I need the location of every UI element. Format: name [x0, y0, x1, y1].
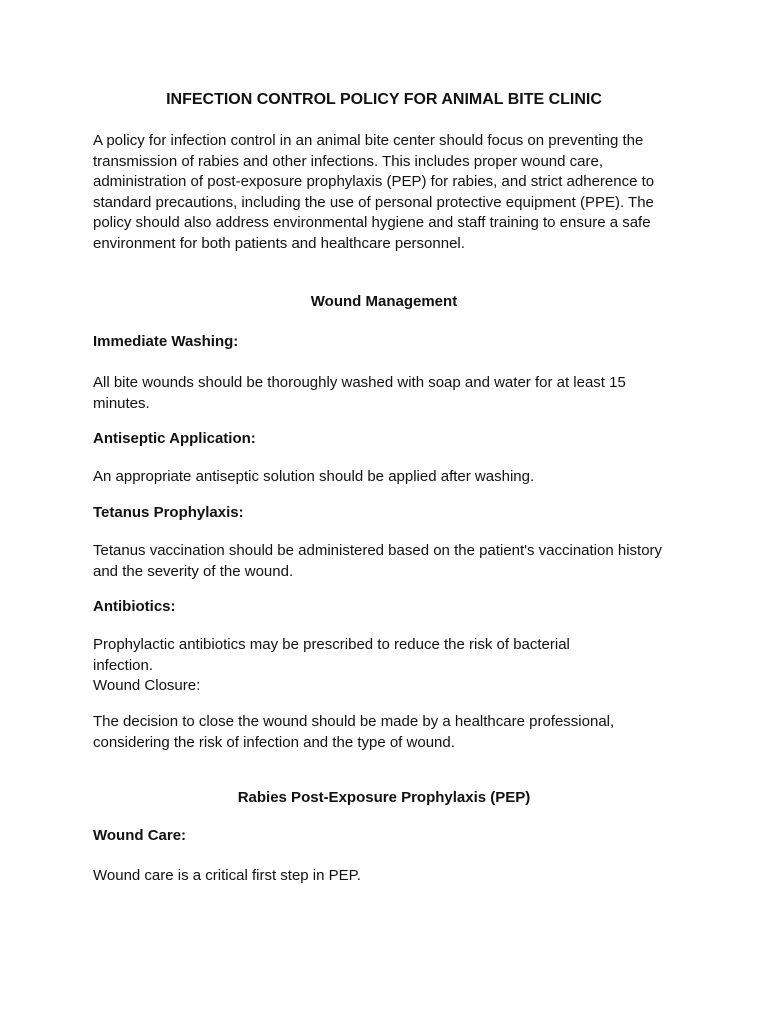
paragraph-antibiotics: Prophylactic antibiotics may be prescribed to reduce the risk of bacterial infection.	[93, 636, 570, 674]
subheading-tetanus-prophylaxis: Tetanus Prophylaxis:	[93, 504, 244, 521]
paragraph-wound-closure: The decision to close the wound should be made by a healthcare professional, considering the risk of infection and the type of wound.	[93, 713, 615, 751]
subheading-antiseptic-application: Antiseptic Application:	[93, 430, 256, 447]
subheading-antibiotics: Antibiotics:	[93, 598, 176, 615]
paragraph-antiseptic-application: An appropriate antiseptic solution should be applied after washing.	[93, 468, 535, 485]
subheading-wound-care: Wound Care:	[93, 827, 187, 844]
intro-paragraph: A policy for infection control in an animal bite center should focus on preventing the transmission of rabies and other infections. This includes proper wound care, administration of post-exposure prophylaxis (PEP) for rabies, and strict adherence to standard precautions, including the use of personal protective equipment (PPE). The policy should also address environmental hygiene and staff training to ensure a safe environment for both patients and healthcare personnel.	[93, 132, 655, 252]
paragraph-immediate-washing: All bite wounds should be thoroughly washed with soap and water for at least 15 minutes.	[93, 374, 626, 412]
document-title: INFECTION CONTROL POLICY FOR ANIMAL BITE CLINIC	[166, 91, 602, 108]
paragraph-tetanus-prophylaxis: Tetanus vaccination should be administered based on the patient's vaccination history and the severity of the wound.	[93, 542, 663, 580]
section-heading-wound-management: Wound Management	[310, 293, 458, 310]
paragraph-wound-care: Wound care is a critical first step in PEP.	[93, 867, 361, 884]
section-heading-rabies-pep: Rabies Post-Exposure Prophylaxis (PEP)	[237, 789, 531, 806]
subheading-immediate-washing: Immediate Washing:	[93, 333, 239, 350]
label-wound-closure: Wound Closure:	[93, 677, 201, 694]
